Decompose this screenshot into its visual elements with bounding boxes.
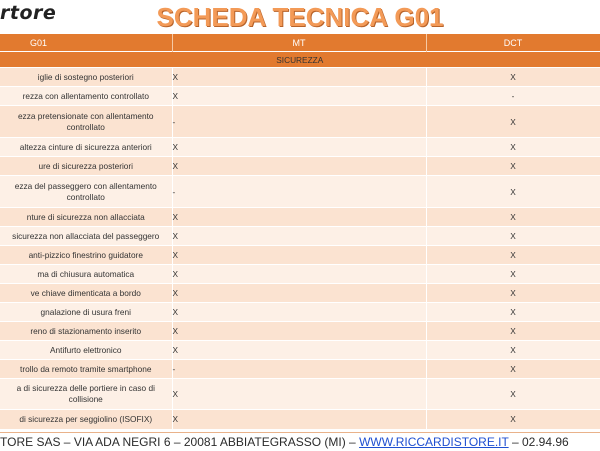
table-row [0, 322, 600, 341]
footer-separator: – [170, 435, 184, 449]
mt-value-cell: X [172, 410, 426, 429]
table-row [0, 246, 600, 265]
footer-city: 20081 ABBIATEGRASSO (MI) [183, 435, 346, 449]
dct-value-cell: X [426, 265, 600, 284]
feature-cell: sicurezza non allacciata del passeggero [0, 227, 172, 246]
footer-address: VIA ADA NEGRI 6 [73, 435, 171, 449]
mt-value-cell: X [172, 208, 426, 227]
feature-cell: iglie di sostegno posteriori [0, 68, 172, 87]
table-row [0, 410, 600, 429]
mt-value-cell: X [172, 246, 426, 265]
footer-separator: – [345, 435, 360, 449]
mt-value-cell: - [172, 106, 426, 138]
dct-value-cell: X [426, 303, 600, 322]
table-row [0, 360, 600, 379]
table-row [0, 157, 600, 176]
table-row [0, 284, 600, 303]
dct-value-cell: X [426, 246, 600, 265]
feature-cell: ure di sicurezza posteriori [0, 157, 172, 176]
footer-website-link[interactable]: WWW.RICCARDISTORE.IT [359, 435, 509, 449]
feature-cell: ezza del passeggero con allentamento controllato [0, 176, 172, 208]
mt-value-cell: X [172, 87, 426, 106]
dct-value-cell: X [426, 322, 600, 341]
table-row [0, 87, 600, 106]
feature-cell: reno di stazionamento inserito [0, 322, 172, 341]
table-row [0, 265, 600, 284]
table-row [0, 379, 600, 410]
footer-phone: 02.94.96 [521, 435, 569, 449]
dct-value-cell: X [426, 208, 600, 227]
dct-value-cell: X [426, 176, 600, 208]
section-title: SICUREZZA [0, 52, 600, 68]
footer-separator: – [508, 435, 522, 449]
mt-value-cell: X [172, 379, 426, 410]
table-row [0, 341, 600, 360]
dct-value-cell: X [426, 138, 600, 157]
mt-value-cell: - [172, 176, 426, 208]
header-mt: MT [172, 34, 426, 52]
feature-cell: nture di sicurezza non allacciata [0, 208, 172, 227]
mt-value-cell: X [172, 68, 426, 87]
dct-value-cell: X [426, 227, 600, 246]
feature-cell: di sicurezza per seggiolino (ISOFIX) [0, 410, 172, 429]
dct-value-cell: - [426, 87, 600, 106]
mt-value-cell: X [172, 322, 426, 341]
section-row [0, 52, 600, 68]
mt-value-cell: X [172, 138, 426, 157]
table-row [0, 227, 600, 246]
brand-logo [0, 0, 120, 28]
dct-value-cell: X [426, 410, 600, 429]
mt-value-cell: X [172, 284, 426, 303]
footer-contact [0, 432, 600, 451]
feature-cell: anti-pizzico finestrino guidatore [0, 246, 172, 265]
feature-cell: altezza cinture di sicurezza anteriori [0, 138, 172, 157]
feature-cell: trollo da remoto tramite smartphone [0, 360, 172, 379]
feature-cell: gnalazione di usura freni [0, 303, 172, 322]
feature-cell: a di sicurezza delle portiere in caso di collisione [0, 379, 172, 410]
mt-value-cell: X [172, 227, 426, 246]
table-row [0, 138, 600, 157]
table-row [0, 68, 600, 87]
mt-value-cell: - [172, 360, 426, 379]
table-row [0, 208, 600, 227]
footer-company: TORE SAS [0, 435, 61, 449]
mt-value-cell: X [172, 303, 426, 322]
dct-value-cell: X [426, 379, 600, 410]
header-model: G01 [0, 34, 172, 52]
footer-separator: – [60, 435, 74, 449]
mt-value-cell: X [172, 157, 426, 176]
dct-value-cell: X [426, 341, 600, 360]
table-row [0, 303, 600, 322]
dct-value-cell: X [426, 284, 600, 303]
dct-value-cell: X [426, 106, 600, 138]
feature-cell: rezza con allentamento controllato [0, 87, 172, 106]
dct-value-cell: X [426, 360, 600, 379]
spec-table [0, 34, 600, 429]
table-header-row [0, 34, 600, 52]
brand-logo-text: rtore [0, 2, 57, 24]
dct-value-cell: X [426, 157, 600, 176]
mt-value-cell: X [172, 341, 426, 360]
mt-value-cell: X [172, 265, 426, 284]
table-row [0, 106, 600, 138]
feature-cell: Antifurto elettronico [0, 341, 172, 360]
page-title: SCHEDA TECNICA G01 [156, 2, 444, 32]
header-dct: DCT [426, 34, 600, 52]
feature-cell: ezza pretensionate con allentamento controllato [0, 106, 172, 138]
table-row [0, 176, 600, 208]
feature-cell: ma di chiusura automatica [0, 265, 172, 284]
feature-cell: ve chiave dimenticata a bordo [0, 284, 172, 303]
dct-value-cell: X [426, 68, 600, 87]
